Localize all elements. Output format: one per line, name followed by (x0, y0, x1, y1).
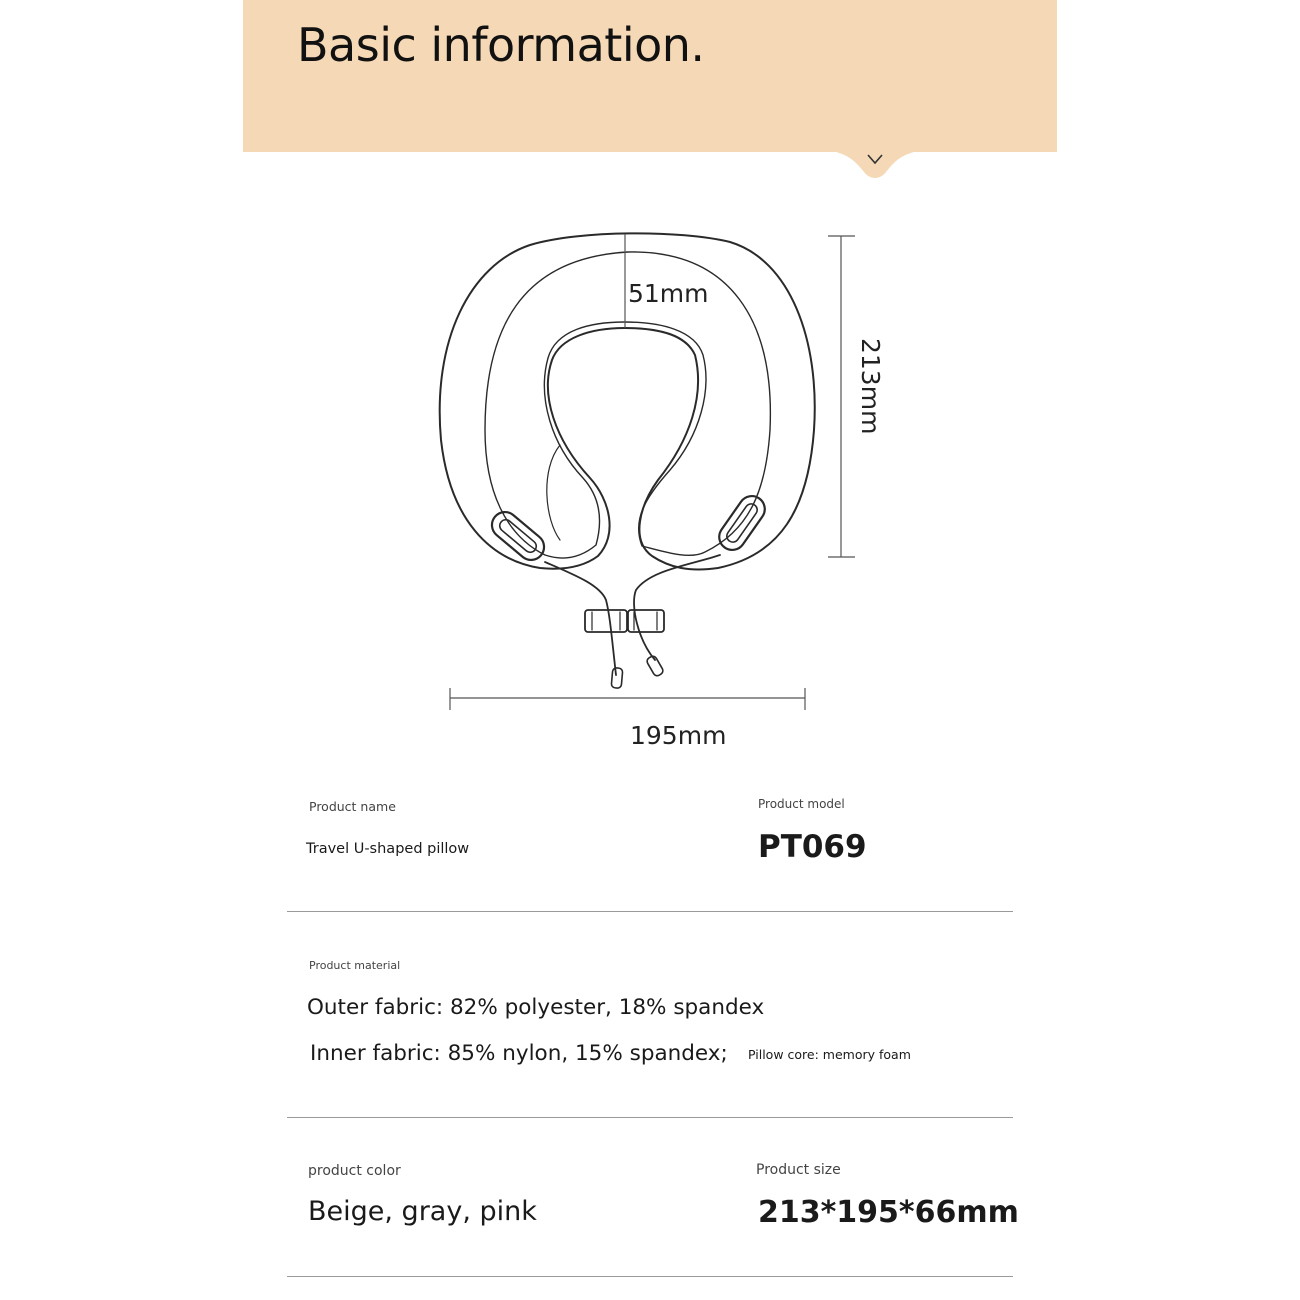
width-label: 195mm (630, 721, 727, 750)
left-slot (487, 507, 550, 565)
outer-fabric-value: Outer fabric: 82% polyester, 18% spandex (307, 995, 765, 1020)
product-size-label: Product size (756, 1162, 841, 1178)
product-model-value: PT069 (758, 829, 867, 865)
pillow-core-value: Pillow core: memory foam (748, 1047, 911, 1062)
product-color-label: product color (308, 1163, 401, 1179)
product-material-label: Product material (309, 959, 401, 972)
toggle-left (585, 610, 627, 632)
top-thickness-label: 51mm (628, 279, 709, 308)
divider (287, 1117, 1013, 1118)
product-model-label: Product model (758, 797, 845, 811)
divider (287, 911, 1013, 912)
divider (287, 1276, 1013, 1277)
inner-fabric-value: Inner fabric: 85% nylon, 15% spandex; (310, 1041, 728, 1066)
height-label: 213mm (856, 338, 885, 435)
product-name-label: Product name (309, 799, 396, 814)
product-size-value: 213*195*66mm (758, 1195, 1019, 1230)
page-title: Basic information. (297, 18, 705, 72)
product-name-value: Travel U-shaped pillow (306, 841, 470, 857)
product-color-value: Beige, gray, pink (308, 1196, 537, 1227)
